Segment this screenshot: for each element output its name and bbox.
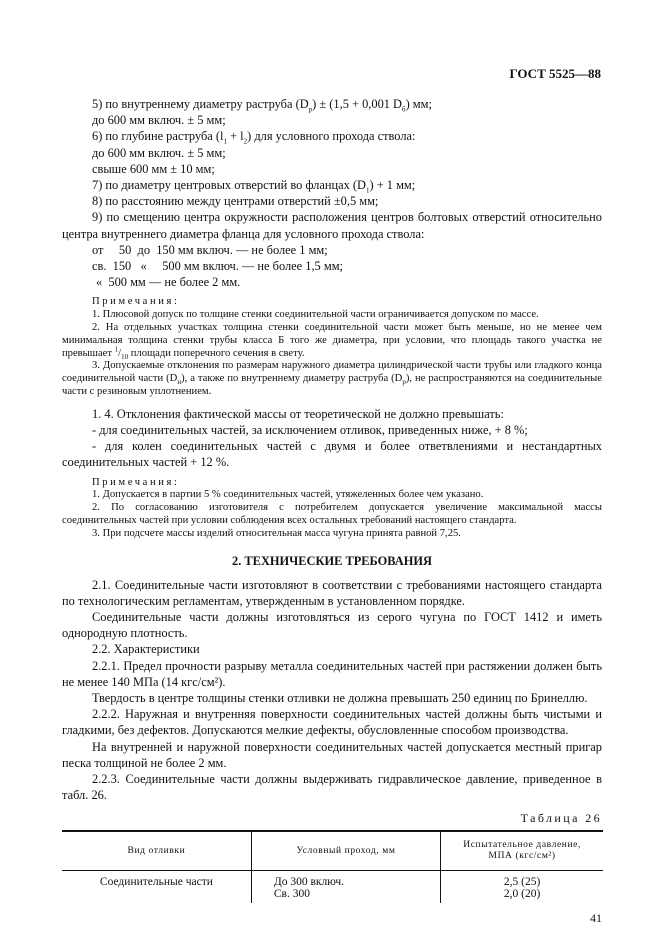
note: 1. Допускается в партии 5 % соединительных частей, утяжеленных более чем указано. xyxy=(92,489,484,501)
page-content xyxy=(62,96,602,925)
cell-type: Соединительные части xyxy=(99,876,213,889)
list-item: до 600 мм включ. ± 5 мм; xyxy=(92,145,226,160)
list-item: 7) по диаметру центровых отверстий во фланцах $(D_1) + 1$ мм; xyxy=(92,178,416,195)
section-2-body xyxy=(62,577,602,804)
notes-title: Примечания: xyxy=(92,296,180,308)
list-item: свыше 600 мм ± 10 мм; xyxy=(92,161,215,176)
notes-mass xyxy=(62,477,602,541)
column-header: Вид отливки xyxy=(62,831,251,871)
document-code: ГОСТ 5525—88 xyxy=(509,66,601,81)
paragraph: - для соединительных частей, за исключением отливок, приведенных ниже, + 8 %; xyxy=(92,423,528,438)
pressure-table xyxy=(62,830,603,903)
paragraph: 2.2.3. Соединительные части должны выдерживать гидравлическое давление, приведенное в табл. 26. xyxy=(62,772,602,803)
cell-pressure: 2,5 (25) 2,0 (20) xyxy=(441,871,603,904)
table-header-row xyxy=(62,831,603,871)
note: 2. На отдельных участках толщина стенки соединительной части может быть меньше, но не менее чем минимальная толщина стенки трубы класса Б того же диаметра, при условии, что площадь такого участка не превышает $^1/_{10}$ площади поперечного сечения в свету. xyxy=(62,322,602,361)
column-header: Условный проход, мм xyxy=(251,831,440,871)
notes-dimensions xyxy=(62,296,602,398)
page-number: 41 xyxy=(590,911,602,926)
list-item: св. 150 « 500 мм включ. — не более 1,5 мм; xyxy=(92,259,343,274)
note: 3. При подсчете массы изделий относительная масса чугуна принята равной 7,25. xyxy=(92,527,461,539)
section-heading: 2. ТЕХНИЧЕСКИЕ ТРЕБОВАНИЯ xyxy=(232,553,432,568)
paragraph: На внутренней и наружной поверхности соединительных частей допускается местный пригар песка толщиной не более 2 мм. xyxy=(62,739,602,770)
list-item: до 600 мм включ. ± 5 мм; xyxy=(92,113,226,128)
list-item: 6) по глубине раструба $(l_1 + l_2)$ для условного прохода ствола: xyxy=(92,129,416,146)
paragraph: 2.1. Соединительные части изготовляют в соответствии с требованиями настоящего стандарта по технологическим регламентам, утвержденным в установленном порядке. xyxy=(62,577,602,608)
paragraph: - для колен соединительных частей с двумя и более ответвлениями и нестандартных соединительных частей + 12 %. xyxy=(62,439,602,470)
notes-title: Примечания: xyxy=(92,476,180,488)
column-header: Испытательное давление, МПА (кгс/см²) xyxy=(441,831,603,871)
paragraph: Соединительные части должны изготовляться из серого чугуна по ГОСТ 1412 и иметь однородную плотность. xyxy=(62,610,602,641)
paragraph: 2.2.1. Предел прочности разрыву металла соединительных частей при растяжении должен быть не менее 140 МПа (14 кгс/см²). xyxy=(62,658,602,689)
mass-deviation xyxy=(62,406,602,471)
list-item: 5) по внутреннему диаметру раструба $(D_р) \pm (1,5 + 0,001$ $D_б$) мм; xyxy=(92,97,432,114)
cell-pass: До 300 включ. Св. 300 xyxy=(251,871,440,904)
paragraph: Твердость в центре толщины стенки отливки не должна превышать 250 единиц по Бринеллю. xyxy=(92,691,588,706)
list-item: от 50 до 150 мм включ. — не более 1 мм; xyxy=(92,242,328,257)
tolerance-list xyxy=(62,96,602,290)
paragraph: 1. 4. Отклонения фактической массы от теоретической не должно превышать: xyxy=(92,406,504,421)
note: 1. Плюсовой допуск по толщине стенки соединительной части ограничивается допуском по массе. xyxy=(92,309,539,321)
table-row xyxy=(62,871,603,904)
list-item: « 500 мм — не более 2 мм. xyxy=(96,275,241,290)
paragraph: 2.2. Характеристики xyxy=(92,642,200,657)
note: 3. Допускаемые отклонения по размерам наружного диаметра цилиндрической части трубы или гладкого конца соединительной части $(D_н)$, а также по внутреннему диаметру раструба $(D_р)$, не распространяются на соединительные части с резиновым уплотнением. xyxy=(62,360,602,398)
table-caption: Таблица 26 xyxy=(520,811,602,826)
note: 2. По согласованию изготовителя с потребителем допускается увеличение максимальной массы соединительных частей при условии соблюдения всех остальных требований настоящего стандарта. xyxy=(62,502,602,527)
list-item: 9) по смещению центра окружности расположения центров болтовых отверстий относительно центра внутреннего диаметра фланца для условного прохода ствола: xyxy=(62,210,602,241)
paragraph: 2.2.2. Наружная и внутренняя поверхности соединительных частей должны быть чистыми и гладкими, без дефектов. Допускаются мелкие дефекты, обусловленные способом производства. xyxy=(62,707,602,738)
list-item: 8) по расстоянию между центрами отверстий ±0,5 мм; xyxy=(92,194,379,209)
